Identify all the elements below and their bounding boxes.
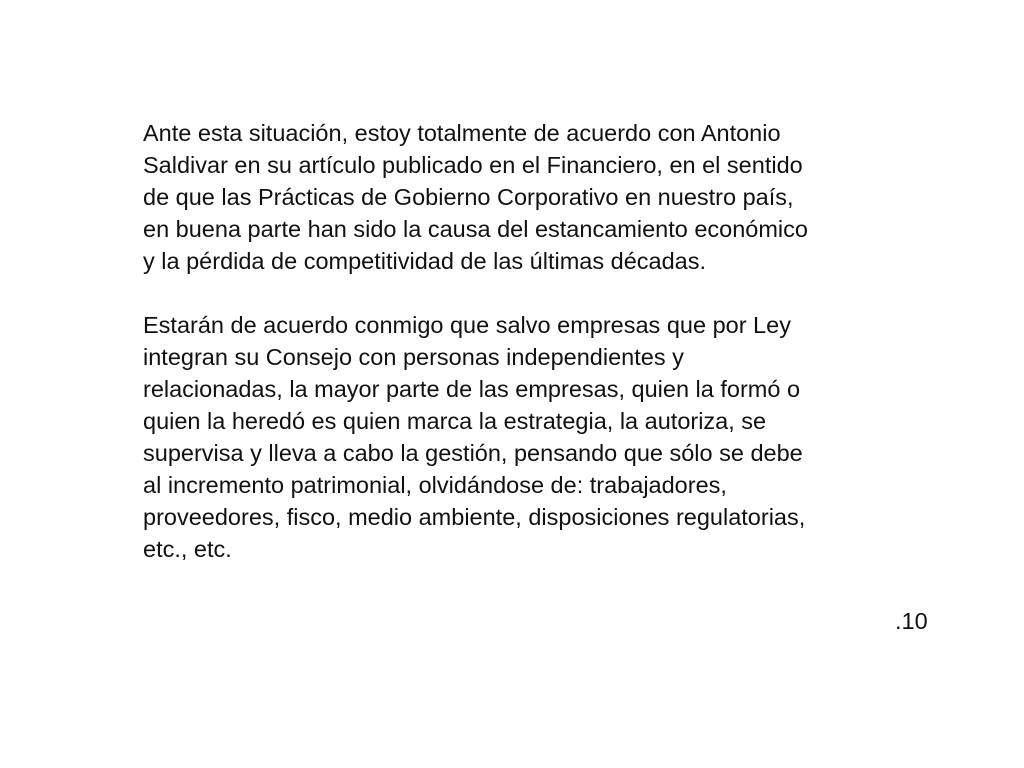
text-line: de que las Prácticas de Gobierno Corporativo en nuestro país, <box>143 184 794 210</box>
text-line: proveedores, fisco, medio ambiente, disposiciones regulatorias, <box>143 504 806 530</box>
text-line: supervisa y lleva a cabo la gestión, pensando que sólo se debe <box>143 440 803 466</box>
paragraph-2 <box>143 309 963 565</box>
page-number: .10 <box>895 608 928 634</box>
text-line: y la pérdida de competitividad de las últimas décadas. <box>143 248 707 274</box>
text-line: etc., etc. <box>143 536 232 562</box>
paragraph-1 <box>143 117 963 277</box>
text-line: Estarán de acuerdo conmigo que salvo empresas que por Ley <box>143 312 791 338</box>
text-line: quien la heredó es quien marca la estrategia, la autoriza, se <box>143 408 767 434</box>
text-line: Saldivar en su artículo publicado en el Financiero, en el sentido <box>143 152 803 178</box>
text-line: Ante esta situación, estoy totalmente de acuerdo con Antonio <box>143 120 781 146</box>
body-text <box>143 117 963 565</box>
text-line: al incremento patrimonial, olvidándose de: trabajadores, <box>143 472 727 498</box>
text-line: integran su Consejo con personas independientes y <box>143 344 684 370</box>
text-line: en buena parte han sido la causa del estancamiento económico <box>143 216 808 242</box>
text-line: relacionadas, la mayor parte de las empresas, quien la formó o <box>143 376 801 402</box>
